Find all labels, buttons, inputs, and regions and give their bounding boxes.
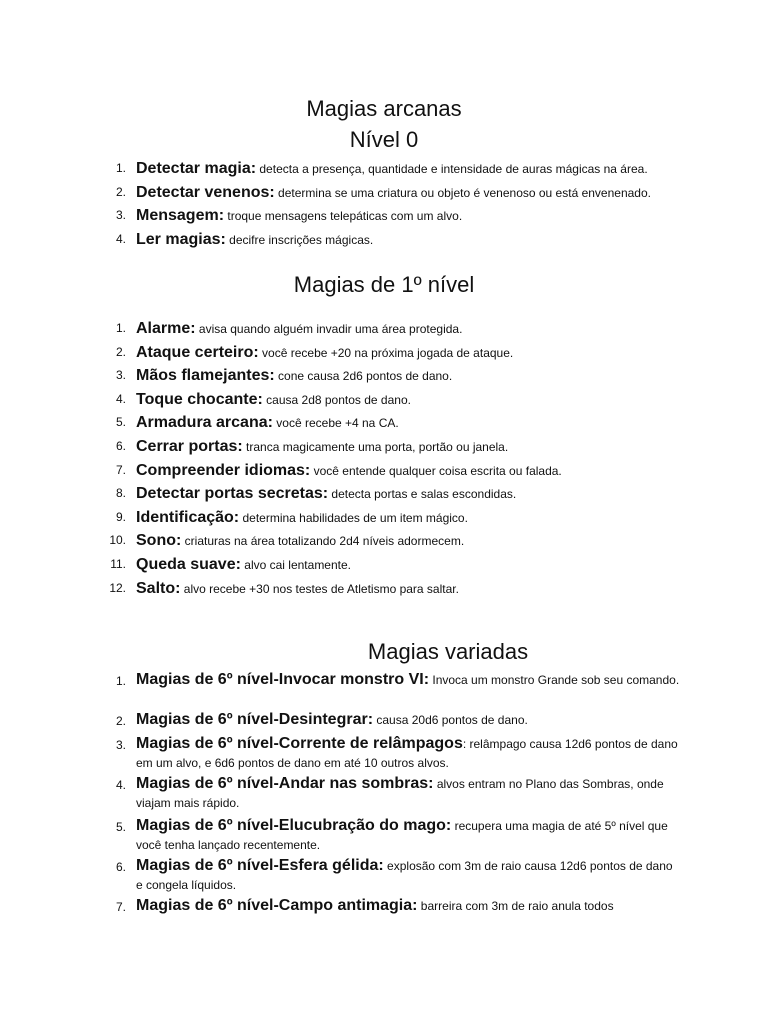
spell-description: você recebe +20 na próxima jogada de ataque. xyxy=(258,345,514,360)
list-item xyxy=(0,228,768,252)
list-item xyxy=(0,341,768,365)
list-item xyxy=(0,670,680,710)
list-item xyxy=(0,529,768,553)
item-number: 12. xyxy=(109,580,126,595)
list-item xyxy=(0,856,680,896)
spell-name: Armadura arcana: xyxy=(136,414,273,432)
spell-description: explosão com 3m de raio causa 12d6 pontos de dano e congela líquidos. xyxy=(136,859,673,892)
spell-name: Magias de 6º nível-Desintegrar: xyxy=(136,711,374,728)
item-number: 8. xyxy=(115,486,126,501)
item-number: 7. xyxy=(115,900,126,914)
list-item xyxy=(0,411,768,435)
spell-description: alvo recebe +30 nos testes de Atletismo para saltar. xyxy=(180,581,459,596)
item-number: 2. xyxy=(115,184,126,199)
item-number: 9. xyxy=(115,509,126,524)
item-number: 3. xyxy=(115,208,126,223)
spell-name: Sono: xyxy=(136,532,182,550)
spell-name: Magias de 6º nível-Corrente de relâmpagos xyxy=(136,735,463,752)
spell-name: Magias de 6º nível-Invocar monstro VI: xyxy=(136,671,430,688)
spell-name: Magias de 6º nível-Andar nas sombras: xyxy=(136,775,434,792)
list-level-1 xyxy=(0,317,768,600)
list-item xyxy=(0,482,768,506)
item-number: 3. xyxy=(115,738,126,752)
spell-name: Toque chocante: xyxy=(136,390,263,408)
spell-name: Salto: xyxy=(136,579,181,597)
spell-description: alvo cai lentamente. xyxy=(240,557,351,572)
list-item xyxy=(0,553,768,577)
spell-description: troque mensagens telepáticas com um alvo. xyxy=(224,209,463,224)
list-level-0 xyxy=(0,157,768,251)
spell-description: você entende qualquer coisa escrita ou falada. xyxy=(310,463,562,478)
title-level-0: Nível 0 xyxy=(349,127,419,152)
spell-description: : relâmpago causa 12d6 pontos de dano em um alvo, e 6d6 pontos de dano em até 10 outros alvos. xyxy=(136,737,678,770)
spell-description: Invoca um monstro Grande sob seu comando. xyxy=(429,673,680,687)
spell-description: você recebe +4 na CA. xyxy=(272,416,399,431)
list-item xyxy=(0,317,768,341)
spell-description: tranca magicamente uma porta, portão ou janela. xyxy=(242,439,509,454)
spell-name: Ler magias: xyxy=(136,230,226,248)
item-number: 2. xyxy=(115,344,126,359)
list-item xyxy=(0,816,680,856)
spell-description: causa 20d6 pontos de dano. xyxy=(373,713,528,727)
item-number: 2. xyxy=(115,714,126,728)
item-number: 7. xyxy=(115,462,126,477)
spell-name: Detectar portas secretas: xyxy=(136,485,329,503)
spell-name: Compreender idiomas: xyxy=(136,461,311,479)
list-item xyxy=(0,157,768,181)
spell-description: determina se uma criatura ou objeto é venenoso ou está envenenado. xyxy=(274,185,651,200)
item-number: 6. xyxy=(115,438,126,453)
spell-name: Mensagem: xyxy=(136,207,225,225)
spell-name: Ataque certeiro: xyxy=(136,343,259,361)
item-number: 5. xyxy=(115,415,126,430)
spell-description: recupera uma magia de até 5º nível que você tenha lançado recentemente. xyxy=(136,819,668,852)
spell-description: detecta a presença, quantidade e intensidade de auras mágicas na área. xyxy=(256,162,648,176)
spell-name: Detectar magia: xyxy=(136,160,257,177)
list-item xyxy=(0,181,768,205)
spell-name: Mãos flamejantes: xyxy=(136,367,275,385)
list-item xyxy=(0,774,680,816)
list-item xyxy=(0,577,768,601)
spell-description: decifre inscrições mágicas. xyxy=(225,232,374,247)
spell-name: Cerrar portas: xyxy=(136,437,243,455)
spell-description: detecta portas e salas escondidas. xyxy=(328,487,517,502)
list-varied xyxy=(0,670,680,920)
spell-name: Magias de 6º nível-Campo antimagia: xyxy=(136,897,418,914)
spell-description: determina habilidades de um item mágico. xyxy=(239,510,468,525)
item-number: 5. xyxy=(115,820,126,834)
spell-name: Magias de 6º nível-Elucubração do mago: xyxy=(136,817,452,834)
spell-description: avisa quando alguém invadir uma área protegida. xyxy=(195,322,463,336)
title-arcane-spells: Magias arcanas xyxy=(306,96,462,121)
spell-description: cone causa 2d6 pontos de dano. xyxy=(274,369,453,384)
list-item xyxy=(0,710,680,734)
item-number: 3. xyxy=(115,368,126,383)
item-number: 4. xyxy=(115,778,126,792)
list-item xyxy=(0,388,768,412)
item-number: 6. xyxy=(115,860,126,874)
spell-description: barreira com 3m de raio anula todos xyxy=(417,899,614,913)
list-item xyxy=(0,459,768,483)
spell-description: criaturas na área totalizando 2d4 níveis adormecem. xyxy=(181,534,465,549)
list-item xyxy=(0,364,768,388)
spell-name: Identificação: xyxy=(136,508,240,526)
spell-name: Magias de 6º nível-Esfera gélida: xyxy=(136,857,384,874)
list-item xyxy=(0,204,768,228)
title-varied-spells: Magias variadas xyxy=(367,639,529,664)
spell-description: alvos entram no Plano das Sombras, onde viajam mais rápido. xyxy=(136,777,664,810)
item-number: 4. xyxy=(115,391,126,406)
item-number: 10. xyxy=(109,533,126,548)
item-number: 1. xyxy=(115,161,126,175)
list-item xyxy=(0,435,768,459)
spell-description: causa 2d8 pontos de dano. xyxy=(262,392,411,407)
spell-name: Alarme: xyxy=(136,320,196,337)
spell-name: Queda suave: xyxy=(136,555,241,573)
title-level-1: Magias de 1º nível xyxy=(293,272,475,297)
item-number: 1. xyxy=(115,321,126,335)
list-item xyxy=(0,896,680,920)
item-number: 11. xyxy=(110,556,126,571)
list-item xyxy=(0,506,768,530)
item-number: 1. xyxy=(115,674,126,688)
spell-name: Detectar venenos: xyxy=(136,183,275,201)
item-number: 4. xyxy=(115,231,126,246)
list-item xyxy=(0,734,680,774)
